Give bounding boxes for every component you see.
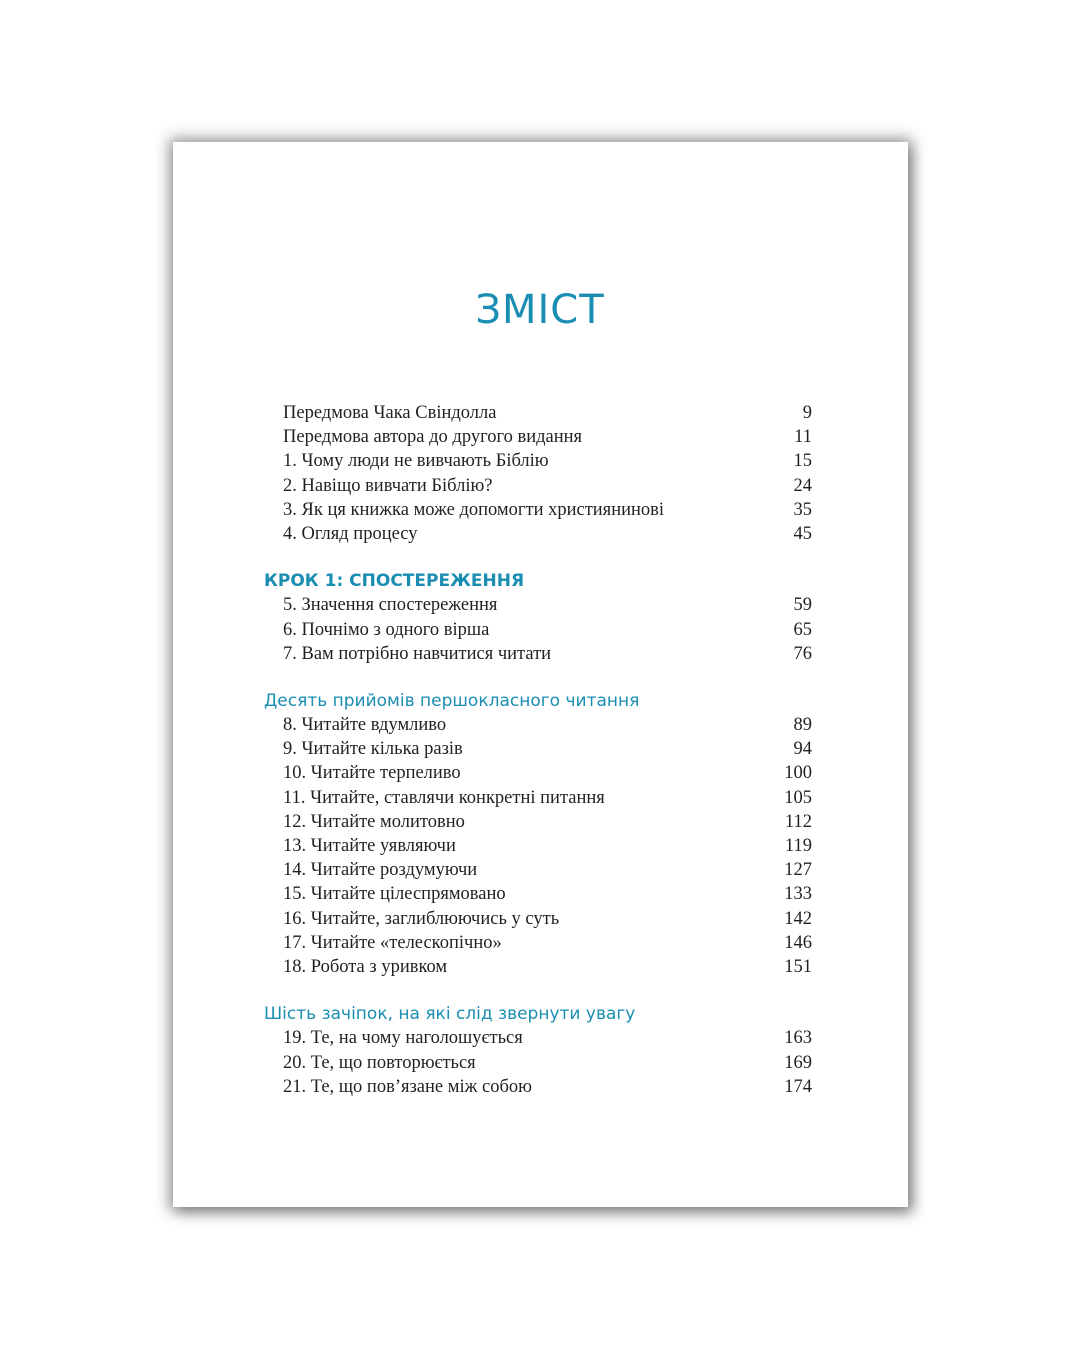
toc-entry	[264, 931, 812, 955]
toc-entry-page: 15	[793, 451, 812, 472]
toc-entry-page: 89	[793, 715, 812, 736]
toc-entry-page: 142	[784, 908, 812, 929]
toc-entry-label: 4. Огляд процесу	[283, 523, 418, 544]
section-heading-reading: Десять прийомів першокласного читання	[264, 690, 640, 711]
toc-entry-label: 16. Читайте, заглиблюючись у суть	[283, 908, 560, 929]
toc-entry-label: 8. Читайте вдумливо	[283, 715, 447, 736]
toc-entry-page: 151	[784, 956, 812, 977]
toc-entry-label: 11. Читайте, ставлячи конкретні питання	[283, 787, 605, 808]
toc-entry-label: 10. Читайте терпеливо	[283, 763, 461, 784]
toc-entry	[264, 498, 812, 522]
toc-entry-page: 146	[784, 932, 812, 953]
toc-entry-label: Передмова Чака Свіндолла	[283, 403, 497, 423]
section-heading-hooks: Шість зачіпок, на які слід звернути увагу	[264, 1004, 636, 1025]
toc-entry-page: 45	[793, 523, 812, 544]
toc-entry-label: 1. Чому люди не вивчають Біблію	[283, 451, 549, 472]
toc-entry-page: 100	[784, 763, 812, 784]
toc-entry-label: 20. Те, що повторюється	[283, 1052, 476, 1073]
toc-entry-page: 94	[793, 739, 812, 760]
toc-entry-label: 2. Навіщо вивчати Біблію?	[283, 475, 493, 496]
toc-entry	[264, 425, 812, 449]
toc-entry	[264, 618, 812, 642]
toc-entry	[264, 1026, 812, 1050]
toc-entry-page: 112	[784, 811, 812, 832]
toc-entry	[264, 761, 812, 785]
toc-entry-page: 133	[784, 884, 812, 905]
toc-entry	[264, 810, 812, 834]
toc-entry	[264, 642, 812, 666]
toc-entry-label: 18. Робота з уривком	[283, 956, 448, 977]
toc-entry	[264, 593, 812, 617]
toc-entry-label: Передмова автора до другого видання	[283, 427, 583, 448]
section-heading-step1: КРОК 1: СПОСТЕРЕЖЕННЯ	[264, 571, 525, 592]
toc-entry-page: 169	[784, 1052, 812, 1073]
toc-entry-label: 15. Читайте цілеспрямовано	[283, 884, 506, 905]
toc-entry-page: 65	[793, 619, 812, 640]
toc-entry-label: 9. Читайте кілька разів	[283, 739, 463, 760]
toc-entry-label: 5. Значення спостереження	[283, 595, 498, 616]
toc-entry-page: 11	[794, 427, 812, 448]
toc-entry-label: 14. Читайте роздумуючи	[283, 860, 478, 881]
toc-entry	[264, 474, 812, 498]
toc-entry	[264, 713, 812, 737]
toc-entry	[264, 1075, 812, 1099]
toc-entry	[264, 834, 812, 858]
toc-entry	[264, 858, 812, 882]
toc-entry-label: 3. Як ця книжка може допомогти християнинові	[283, 499, 665, 520]
toc-entry	[264, 907, 812, 931]
toc-entry	[264, 737, 812, 761]
toc-entry-page: 119	[784, 836, 812, 856]
toc-entry-page: 24	[793, 475, 812, 496]
toc-entry-page: 59	[793, 595, 812, 616]
toc-entry	[264, 955, 812, 979]
toc-entry	[264, 1051, 812, 1075]
toc-entry-label: 21. Те, що пов’язане між собою	[283, 1076, 532, 1097]
toc-entry-page: 105	[784, 787, 812, 808]
section-gap	[264, 666, 812, 689]
toc-entry-label: 17. Читайте «телескопічно»	[283, 932, 502, 953]
section-gap	[264, 546, 812, 569]
toc-entry	[264, 522, 812, 546]
toc-entry-page: 35	[793, 499, 812, 520]
toc-entry-page: 127	[784, 860, 812, 881]
toc-entry-label: 7. Вам потрібно навчитися читати	[283, 643, 552, 664]
toc-entry	[264, 401, 812, 425]
section-gap	[264, 979, 812, 1002]
toc-entry-page: 76	[793, 643, 812, 664]
toc-entry	[264, 882, 812, 906]
table-of-contents	[264, 401, 812, 1099]
toc-entry-label: 13. Читайте уявляючи	[283, 836, 456, 856]
toc-entry	[264, 786, 812, 810]
toc-entry	[264, 449, 812, 473]
toc-entry-page: 163	[784, 1028, 812, 1049]
toc-entry-page: 174	[784, 1076, 812, 1097]
page-title: ЗМІСТ	[475, 287, 605, 333]
toc-entry-page: 9	[802, 403, 812, 423]
toc-entry-label: 6. Почнімо з одного вірша	[283, 619, 490, 640]
toc-entry-label: 12. Читайте молитовно	[283, 811, 465, 832]
toc-entry-label: 19. Те, на чому наголошується	[283, 1028, 523, 1049]
